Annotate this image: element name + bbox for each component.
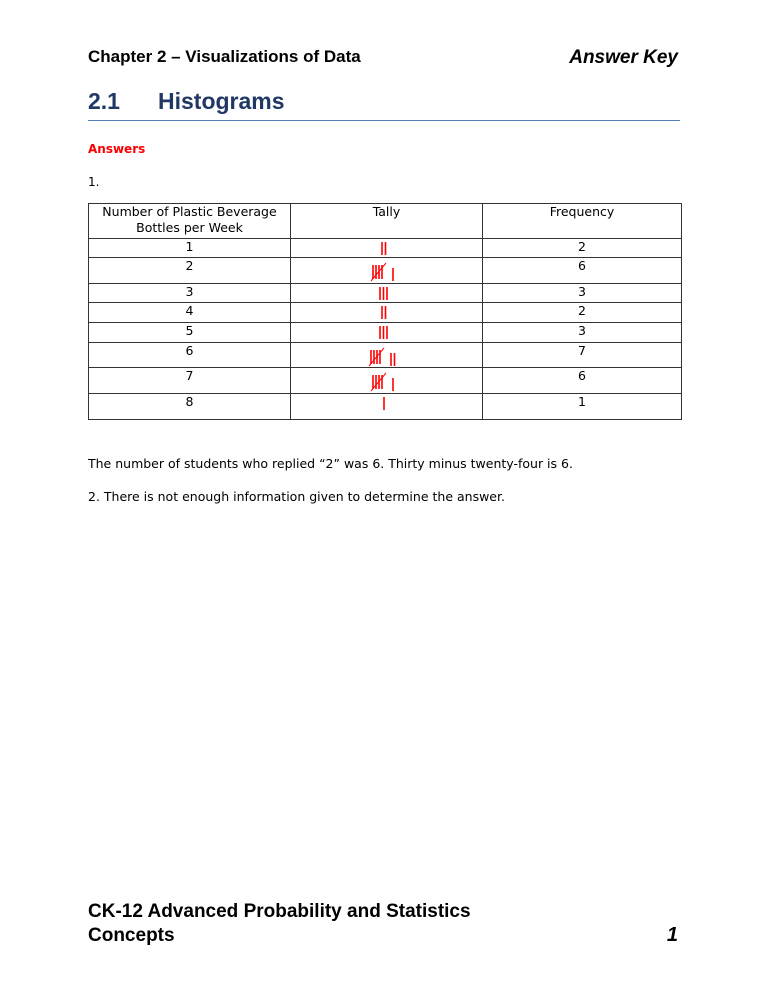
tally-cell bbox=[291, 258, 483, 284]
table-row bbox=[89, 284, 682, 303]
header-bottles: Number of Plastic Beverage Bottles per Week bbox=[89, 204, 291, 239]
bottles-cell: 7 bbox=[89, 368, 291, 394]
table-row bbox=[89, 323, 682, 343]
tally-marks-icon bbox=[376, 285, 398, 301]
frequency-cell: 6 bbox=[483, 368, 682, 394]
tally-marks-icon bbox=[369, 372, 405, 392]
tally-marks-icon bbox=[378, 240, 396, 256]
table-header-row bbox=[89, 204, 682, 239]
tally-cell bbox=[291, 323, 483, 343]
tally-cell bbox=[291, 284, 483, 303]
frequency-cell: 1 bbox=[483, 394, 682, 420]
footer-title bbox=[88, 900, 471, 948]
bottles-cell: 5 bbox=[89, 323, 291, 343]
heading-rule bbox=[88, 120, 680, 121]
frequency-cell: 2 bbox=[483, 239, 682, 258]
bottles-cell: 1 bbox=[89, 239, 291, 258]
frequency-cell: 7 bbox=[483, 343, 682, 368]
table-row bbox=[89, 239, 682, 258]
table-row bbox=[89, 303, 682, 323]
tally-cell bbox=[291, 239, 483, 258]
tally-marks-icon bbox=[367, 347, 407, 367]
table-row bbox=[89, 368, 682, 394]
header-frequency: Frequency bbox=[483, 204, 682, 239]
section-heading bbox=[88, 88, 285, 115]
tally-cell bbox=[291, 343, 483, 368]
question-1-label: 1. bbox=[88, 175, 100, 189]
chapter-header: Chapter 2 – Visualizations of Data bbox=[88, 47, 361, 66]
bottles-cell: 4 bbox=[89, 303, 291, 323]
table-row bbox=[89, 343, 682, 368]
section-title: Histograms bbox=[158, 88, 285, 114]
table-row bbox=[89, 394, 682, 420]
frequency-cell: 3 bbox=[483, 323, 682, 343]
tally-marks-icon bbox=[369, 262, 405, 282]
bottles-cell: 6 bbox=[89, 343, 291, 368]
tally-cell bbox=[291, 303, 483, 323]
explanation-text: The number of students who replied “2” was 6. Thirty minus twenty-four is 6. bbox=[88, 456, 573, 471]
table-row bbox=[89, 258, 682, 284]
answer-key-label: Answer Key bbox=[569, 47, 678, 68]
bottles-cell: 8 bbox=[89, 394, 291, 420]
footer-line-2: Concepts bbox=[88, 925, 175, 946]
section-number: 2.1 bbox=[88, 88, 120, 114]
header-tally: Tally bbox=[291, 204, 483, 239]
frequency-cell: 2 bbox=[483, 303, 682, 323]
answer-2-text: 2. There is not enough information given to determine the answer. bbox=[88, 489, 505, 504]
tally-marks-icon bbox=[376, 324, 398, 340]
page-number: 1 bbox=[666, 924, 678, 946]
bottles-cell: 3 bbox=[89, 284, 291, 303]
tally-marks-icon bbox=[380, 395, 394, 411]
tally-marks-icon bbox=[378, 304, 396, 320]
tally-cell bbox=[291, 394, 483, 420]
frequency-table bbox=[88, 203, 682, 420]
tally-cell bbox=[291, 368, 483, 394]
footer-line-1: CK-12 Advanced Probability and Statistics bbox=[88, 901, 471, 922]
frequency-cell: 3 bbox=[483, 284, 682, 303]
bottles-cell: 2 bbox=[89, 258, 291, 284]
frequency-cell: 6 bbox=[483, 258, 682, 284]
answers-label: Answers bbox=[88, 142, 146, 156]
